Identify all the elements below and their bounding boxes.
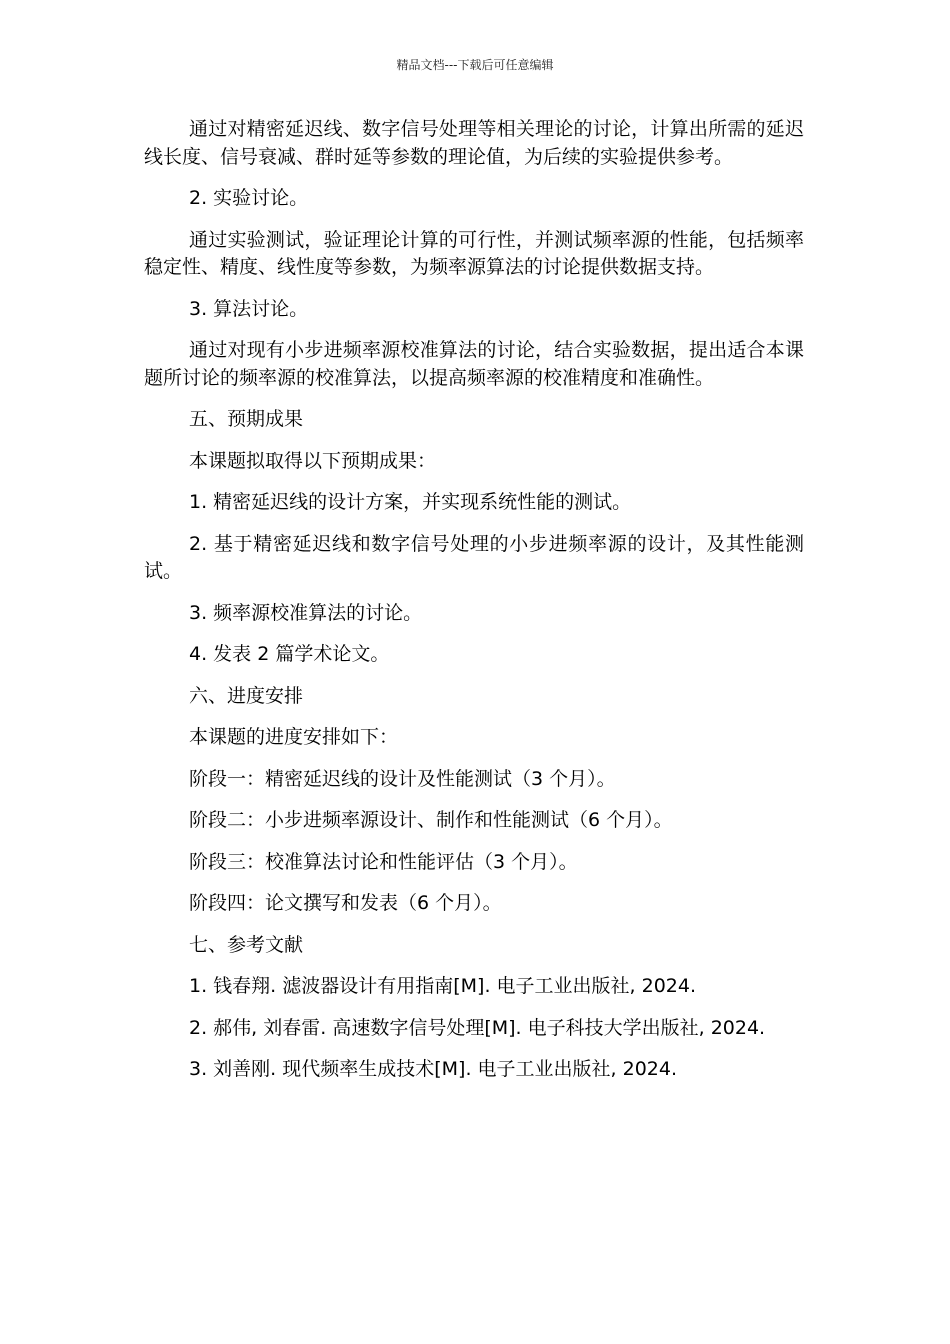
list-item-stage-2: 阶段二：小步进频率源设计、制作和性能测试（6 个月）。 xyxy=(189,809,673,831)
section-heading-references: 七、参考文献 xyxy=(189,933,304,956)
list-item-result-1: 1. 精密延迟线的设计方案，并实现系统性能的测试。 xyxy=(189,491,632,513)
page-header: 精品文档---下载后可任意编辑 xyxy=(396,58,554,72)
list-item-result-3: 3. 频率源校准算法的讨论。 xyxy=(189,601,423,624)
paragraph-theory-body: 通过对精密延迟线、数字信号处理等相关理论的讨论，计算出所需的延迟线长度、信号衰减、群时延等参数的理论值，为后续的实验提供参考。 xyxy=(144,118,804,168)
list-item-result-4: 4. 发表 2 篇学术论文。 xyxy=(189,643,390,665)
list-item-stage-3: 阶段三：校准算法讨论和性能评估（3 个月）。 xyxy=(189,850,578,873)
heading-experiment: 2. 实验讨论。 xyxy=(189,187,309,209)
reference-item-2: 2. 郝伟, 刘春雷. 高速数字信号处理[M]. 电子科技大学出版社, 2024. xyxy=(189,1016,766,1039)
paragraph-algorithm-body: 通过对现有小步进频率源校准算法的讨论，结合实验数据，提出适合本课题所讨论的频率源的校准算法，以提高频率源的校准精度和准确性。 xyxy=(144,339,804,389)
heading-algorithm: 3. 算法讨论。 xyxy=(189,297,309,320)
reference-item-1: 1. 钱春翔. 滤波器设计有用指南[M]. 电子工业出版社, 2024. xyxy=(189,975,697,997)
list-item-result-2: 2. 基于精密延迟线和数字信号处理的小步进频率源的设计，及其性能测试。 xyxy=(144,532,804,582)
document-body xyxy=(144,116,804,1098)
paragraph-schedule-intro: 本课题的进度安排如下： xyxy=(189,726,399,748)
section-heading-schedule: 六、进度安排 xyxy=(189,684,304,707)
reference-item-3: 3. 刘善刚. 现代频率生成技术[M]. 电子工业出版社, 2024. xyxy=(189,1058,678,1080)
paragraph-experiment-body: 通过实验测试，验证理论计算的可行性，并测试频率源的性能，包括频率稳定性、精度、线性度等参数，为频率源算法的讨论提供数据支持。 xyxy=(144,228,804,278)
list-item-stage-4: 阶段四：论文撰写和发表（6 个月）。 xyxy=(189,892,502,914)
section-heading-expected-results: 五、预期成果 xyxy=(189,408,304,430)
list-item-stage-1: 阶段一：精密延迟线的设计及性能测试（3 个月）。 xyxy=(189,767,616,790)
paragraph-expected-intro: 本课题拟取得以下预期成果： xyxy=(189,449,437,472)
